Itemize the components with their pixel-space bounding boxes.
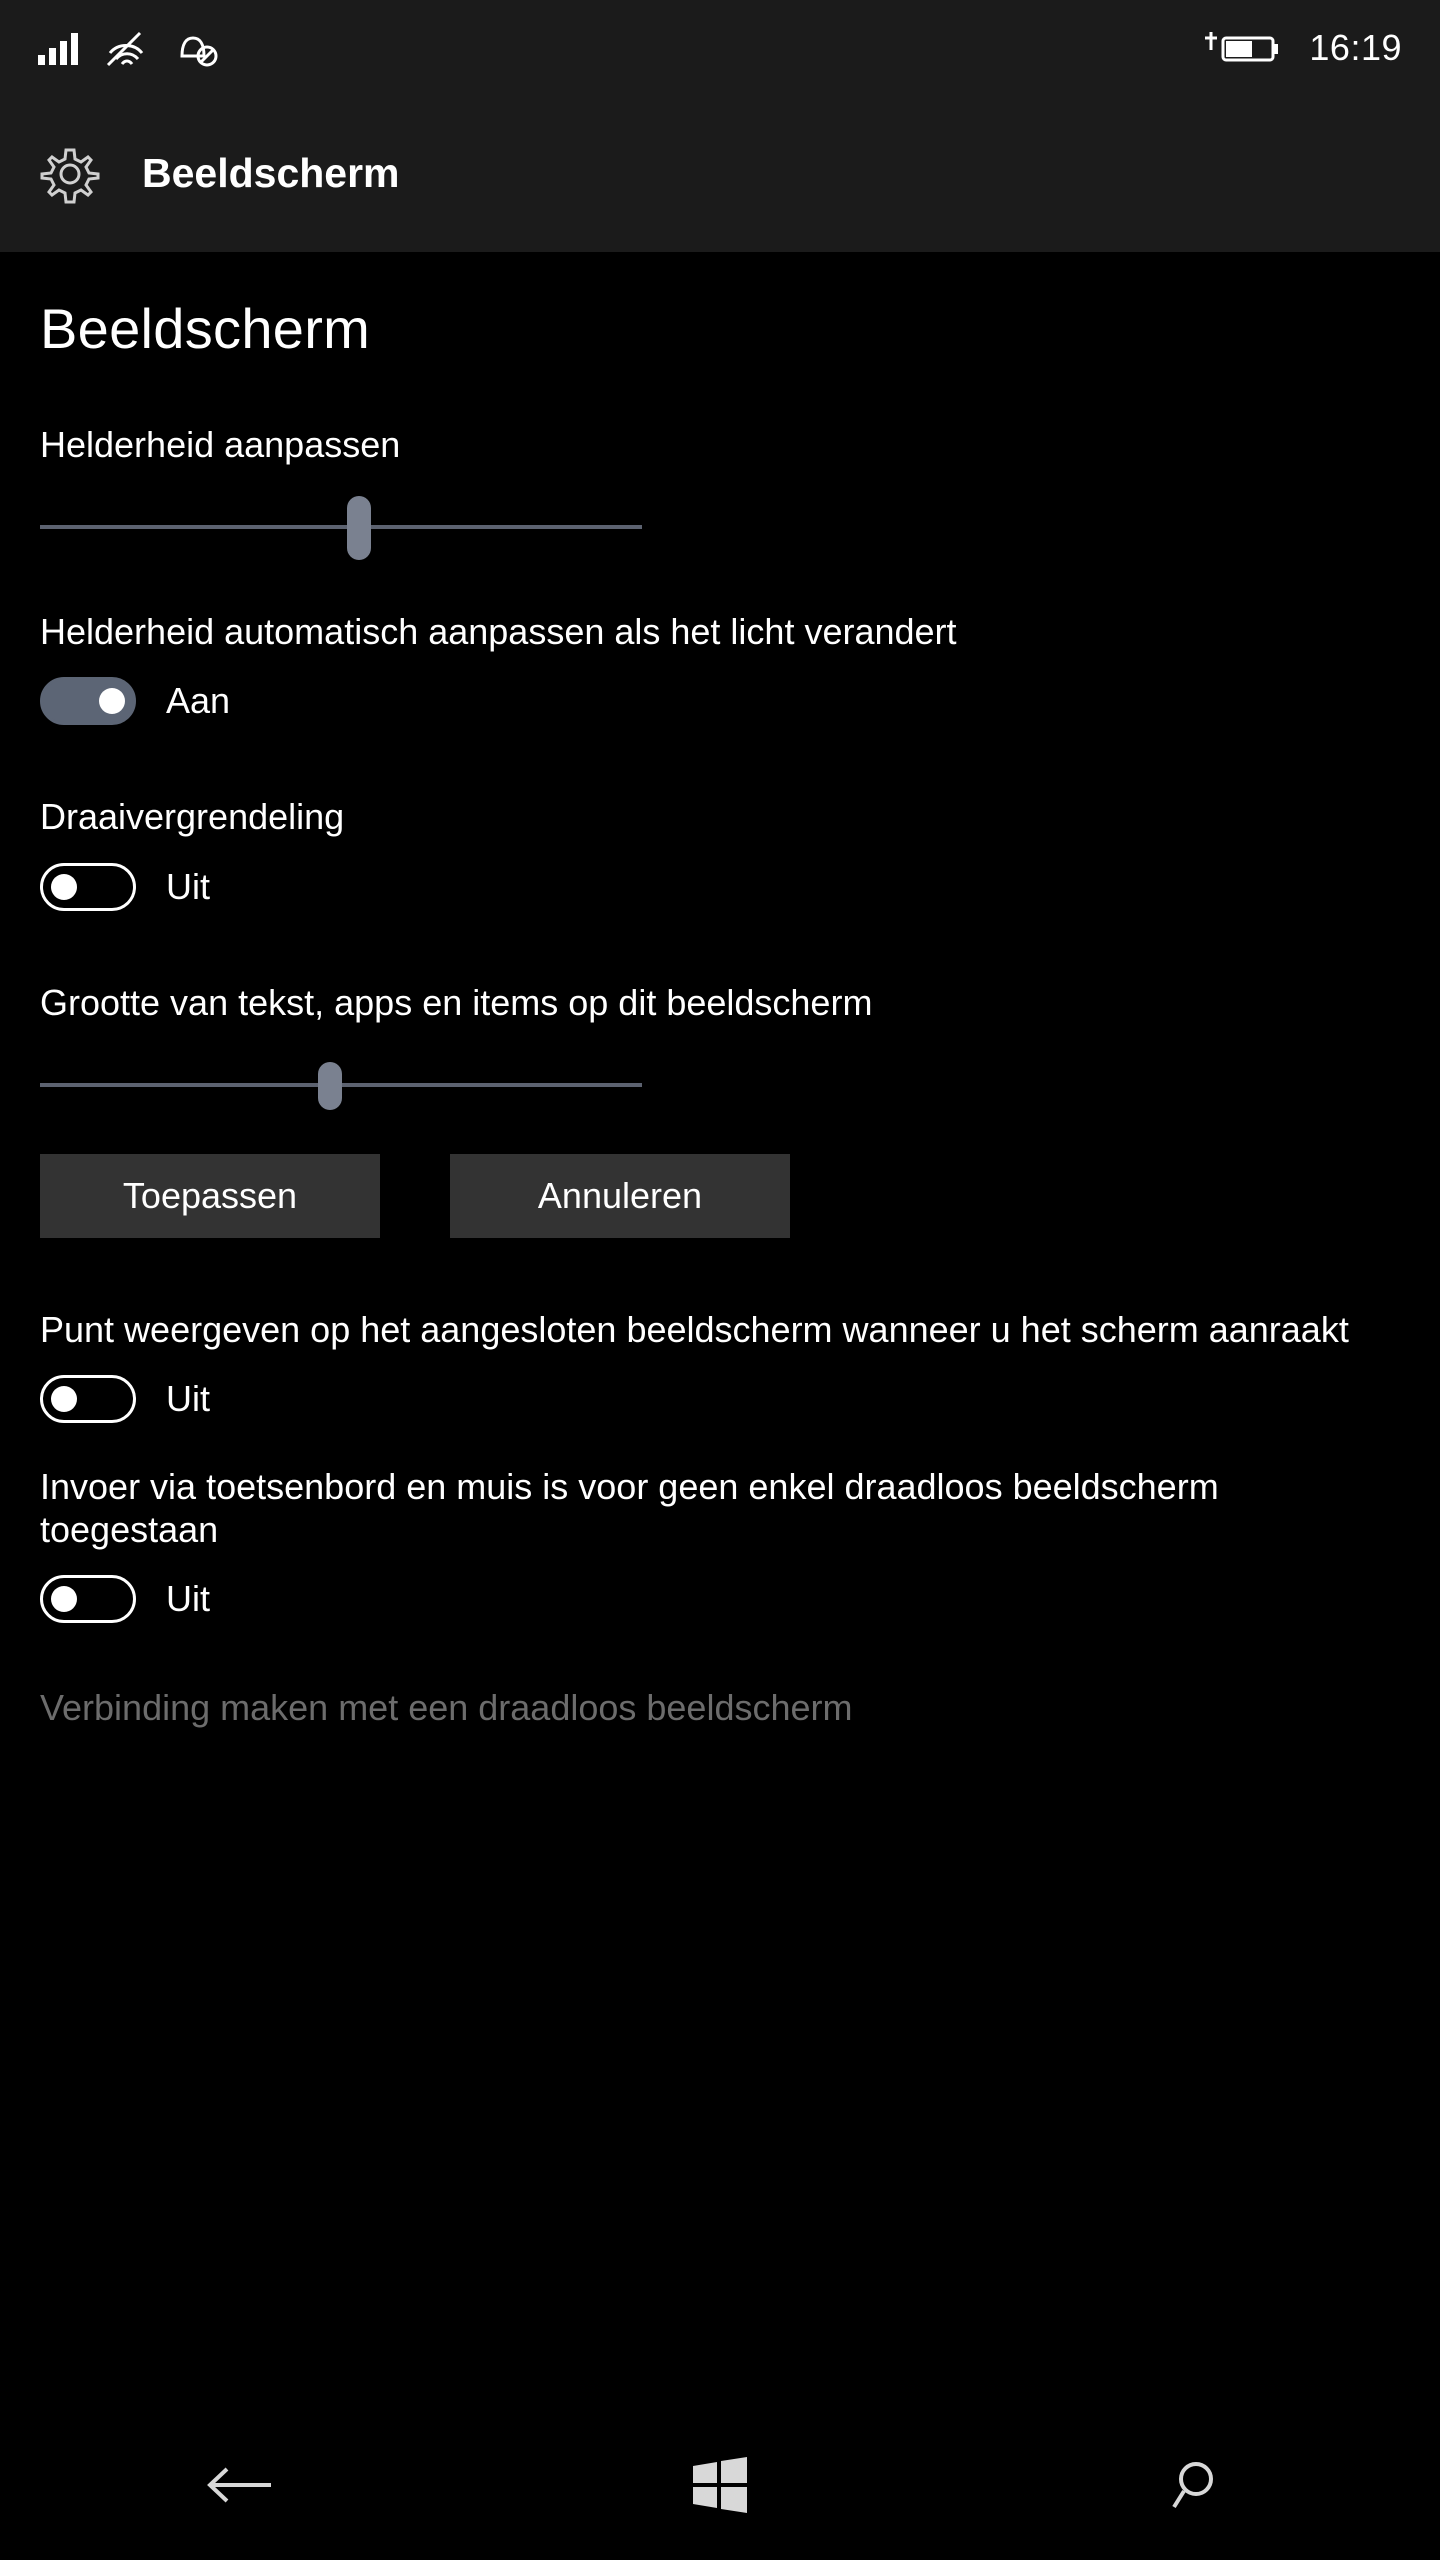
search-icon xyxy=(1172,2457,1228,2513)
brightness-slider-thumb[interactable] xyxy=(347,496,371,560)
wifi-icon xyxy=(104,29,148,67)
notification-off-icon xyxy=(174,28,220,68)
rotation-lock-toggle[interactable] xyxy=(40,863,136,911)
wireless-input-row xyxy=(40,1575,1400,1623)
rotation-lock-label: Draaivergrendeling xyxy=(40,796,345,838)
auto-brightness-toggle-knob xyxy=(99,688,125,714)
auto-brightness-toggle[interactable] xyxy=(40,677,136,725)
windows-start-icon xyxy=(691,2456,749,2514)
scaling-label: Grootte van tekst, apps en items op dit beeldscherm xyxy=(40,981,873,1023)
touch-dot-label: Punt weergeven op het aangesloten beeldscherm wanneer u het scherm aanraakt xyxy=(40,1308,1349,1350)
touch-dot-state: Uit xyxy=(166,1377,210,1419)
touch-dot-row xyxy=(40,1375,1400,1423)
scaling-slider-thumb[interactable] xyxy=(318,1062,342,1110)
rotation-lock-section xyxy=(40,795,1400,910)
brightness-section xyxy=(40,423,1400,562)
navigation-bar xyxy=(0,2410,1440,2560)
cancel-button[interactable]: Annuleren xyxy=(450,1154,790,1238)
settings-content xyxy=(0,252,1440,2410)
rotation-lock-row xyxy=(40,863,1400,911)
rotation-lock-state: Uit xyxy=(166,865,210,907)
auto-brightness-label: Helderheid automatisch aanpassen als het licht verandert xyxy=(40,611,957,653)
app-title-bar xyxy=(0,95,1440,252)
app-title: Beeldscherm xyxy=(142,150,400,196)
rotation-lock-toggle-knob xyxy=(51,874,77,900)
brightness-slider-track xyxy=(40,525,642,529)
page-title: Beeldscherm xyxy=(40,297,371,360)
settings-gear-icon xyxy=(38,142,102,206)
cellular-signal-icon xyxy=(38,31,78,65)
start-button[interactable] xyxy=(620,2410,820,2560)
status-bar-left xyxy=(38,28,220,68)
wireless-input-label: Invoer via toetsenbord en muis is voor geen enkel draadloos beeldscherm toegestaan xyxy=(40,1465,1219,1551)
touch-dot-section xyxy=(40,1308,1400,1423)
status-clock: 16:19 xyxy=(1309,26,1402,68)
wireless-input-toggle-knob xyxy=(51,1586,77,1612)
status-bar xyxy=(0,0,1440,95)
connect-wireless-display-link[interactable]: Verbinding maken met een draadloos beeldscherm xyxy=(40,1687,853,1729)
touch-dot-toggle-knob xyxy=(51,1386,77,1412)
back-arrow-icon xyxy=(205,2461,275,2509)
battery-charging-icon xyxy=(1197,28,1283,68)
auto-brightness-row xyxy=(40,677,1400,725)
wireless-input-section xyxy=(40,1465,1400,1623)
brightness-label: Helderheid aanpassen xyxy=(40,424,401,465)
wireless-input-toggle[interactable] xyxy=(40,1575,136,1623)
wireless-input-state: Uit xyxy=(166,1578,210,1620)
status-bar-right xyxy=(1197,27,1402,69)
auto-brightness-section xyxy=(40,610,1400,725)
search-button[interactable] xyxy=(1100,2410,1300,2560)
auto-brightness-state: Aan xyxy=(166,680,231,722)
brightness-slider[interactable] xyxy=(40,492,642,562)
scaling-buttons xyxy=(40,1154,1400,1238)
scaling-section xyxy=(40,981,1400,1238)
apply-button[interactable]: Toepassen xyxy=(40,1154,380,1238)
scaling-slider[interactable] xyxy=(40,1050,642,1120)
touch-dot-toggle[interactable] xyxy=(40,1375,136,1423)
back-button[interactable] xyxy=(140,2410,340,2560)
